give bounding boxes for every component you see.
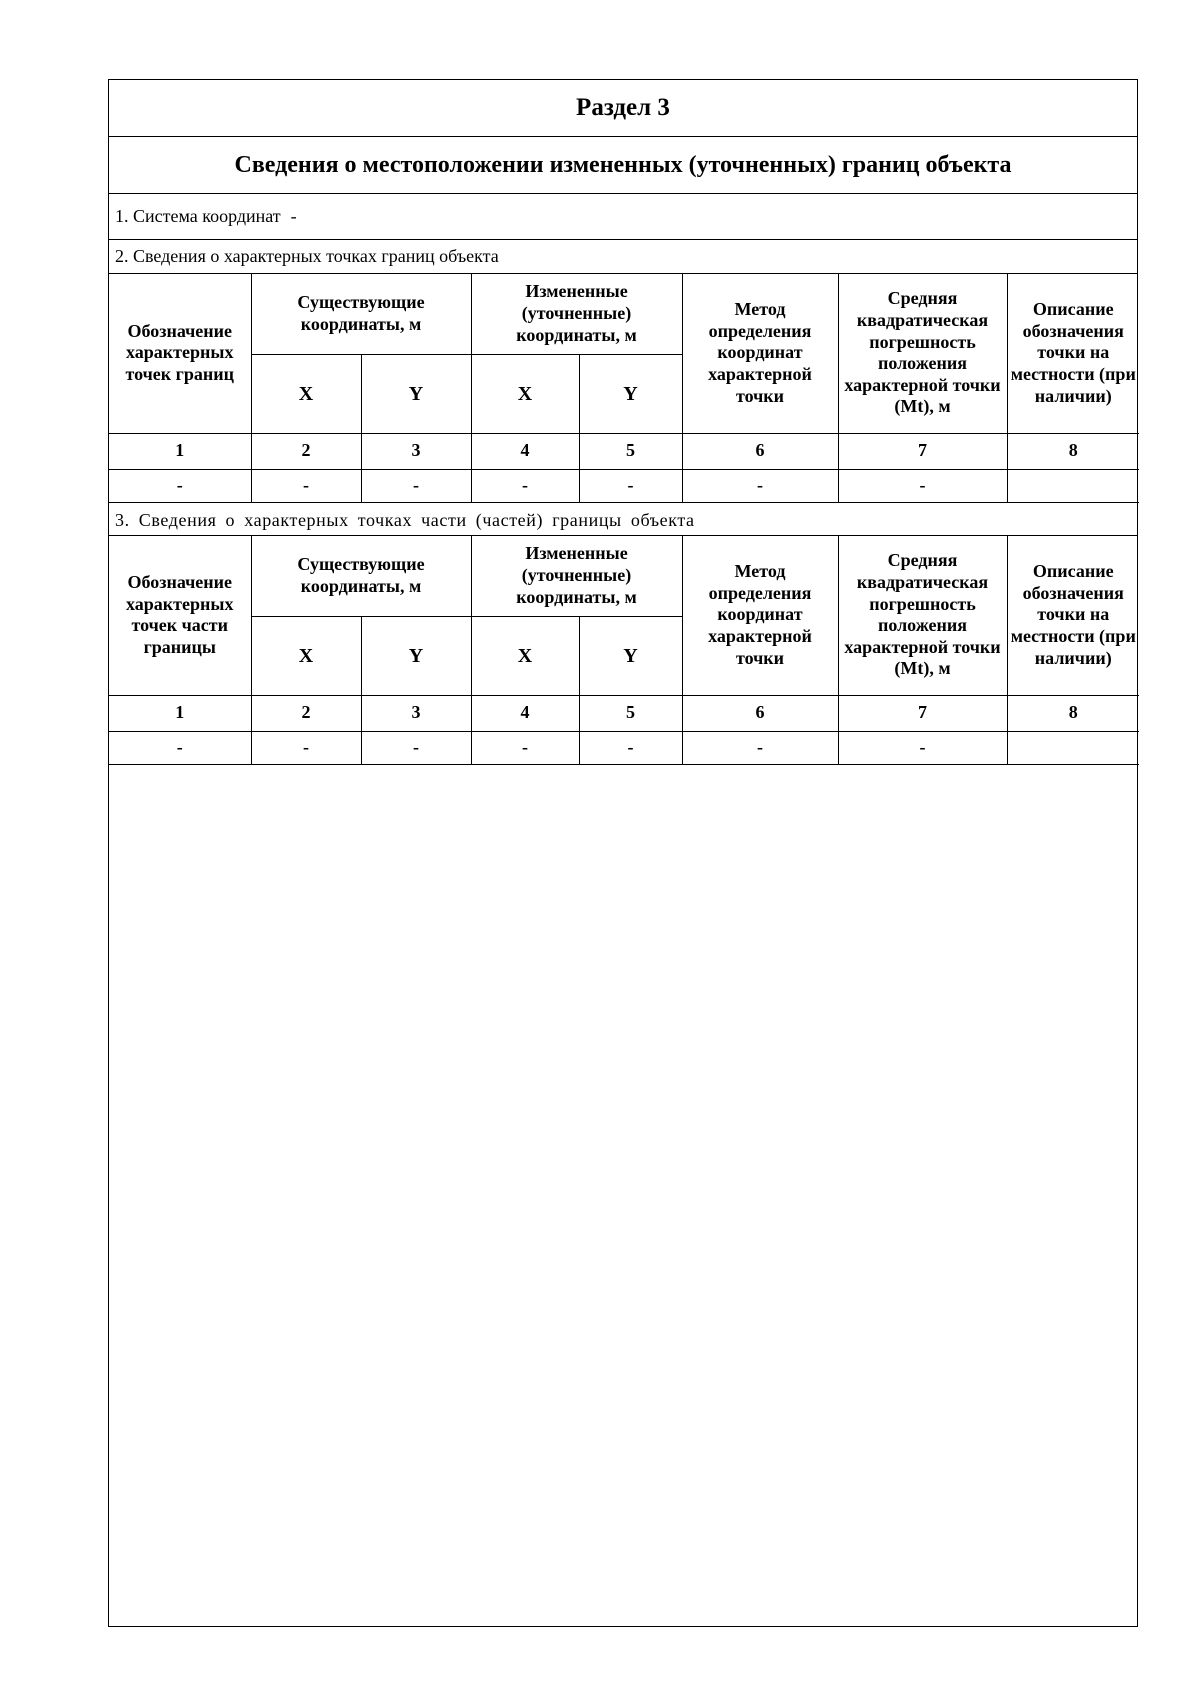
header-changed-coordinates: Измененные (уточненные) координаты, м [471,274,682,354]
column-numbers-row [109,695,1139,731]
column-number: 5 [579,433,682,469]
section-subtitle: Сведения о местоположении измененных (уточненных) границ объекта [109,137,1137,194]
table-cell [1007,469,1139,502]
table2-caption-text: 3. Сведения о характерных точках части (частей) границы объекта [115,509,695,530]
header-description: Описание обозначения точки на местности (при наличии) [1007,274,1139,433]
column-number: 3 [361,695,471,731]
section-title: Раздел 3 [109,80,1137,137]
column-number: 3 [361,433,471,469]
column-number: 2 [251,695,361,731]
header-error: Средняя квадратическая погрешность положения характерной точки (Mt), м [838,274,1007,433]
table1-caption: 2. Сведения о характерных точках границ объекта [109,240,1137,274]
table2-caption [109,505,1137,536]
header-changed-coordinates: Измененные (уточненные) координаты, м [471,536,682,616]
header-description: Описание обозначения точки на местности (при наличии) [1007,536,1139,695]
header-error: Средняя квадратическая погрешность положения характерной точки (Mt), м [838,536,1007,695]
column-number: 5 [579,695,682,731]
header-method: Метод определения координат характерной точки [682,536,838,695]
header-existing-y: Y [361,354,471,433]
table-cell: - [109,469,251,502]
table-header-row [109,274,1139,354]
table-cell: - [838,469,1007,502]
column-number: 6 [682,433,838,469]
header-existing-coordinates: Существующие координаты, м [251,274,471,354]
column-number: 4 [471,433,579,469]
column-number: 6 [682,695,838,731]
header-changed-y: Y [579,616,682,695]
header-existing-x: X [251,354,361,433]
part-boundary-points-table [109,536,1139,765]
coordinate-system-value: - [290,206,297,226]
table-cell: - [471,469,579,502]
column-number: 1 [109,695,251,731]
header-existing-coordinates: Существующие координаты, м [251,536,471,616]
header-method: Метод определения координат характерной точки [682,274,838,433]
column-number: 7 [838,433,1007,469]
coordinate-system-label: 1. Система координат [115,206,281,226]
table-cell: - [361,731,471,764]
document-frame [108,79,1138,1627]
table-cell: - [682,731,838,764]
table-row [109,469,1139,502]
header-existing-y: Y [361,616,471,695]
table-header-row [109,536,1139,616]
table-cell: - [109,731,251,764]
header-changed-x: X [471,616,579,695]
column-number: 1 [109,433,251,469]
table-cell: - [471,731,579,764]
table-cell: - [838,731,1007,764]
header-existing-x: X [251,616,361,695]
column-number: 7 [838,695,1007,731]
boundary-points-table [109,274,1139,503]
coordinate-system-line [109,194,1137,240]
header-designation: Обозначение характерных точек границ [109,274,251,433]
header-changed-y: Y [579,354,682,433]
header-changed-x: X [471,354,579,433]
table-cell: - [361,469,471,502]
header-designation: Обозначение характерных точек части границы [109,536,251,695]
column-number: 8 [1007,433,1139,469]
table-cell: - [251,469,361,502]
table-cell: - [579,469,682,502]
column-number: 8 [1007,695,1139,731]
table-cell: - [682,469,838,502]
table-cell: - [579,731,682,764]
column-number: 2 [251,433,361,469]
column-number: 4 [471,695,579,731]
table-cell: - [251,731,361,764]
column-numbers-row [109,433,1139,469]
table-cell [1007,731,1139,764]
table-row [109,731,1139,764]
